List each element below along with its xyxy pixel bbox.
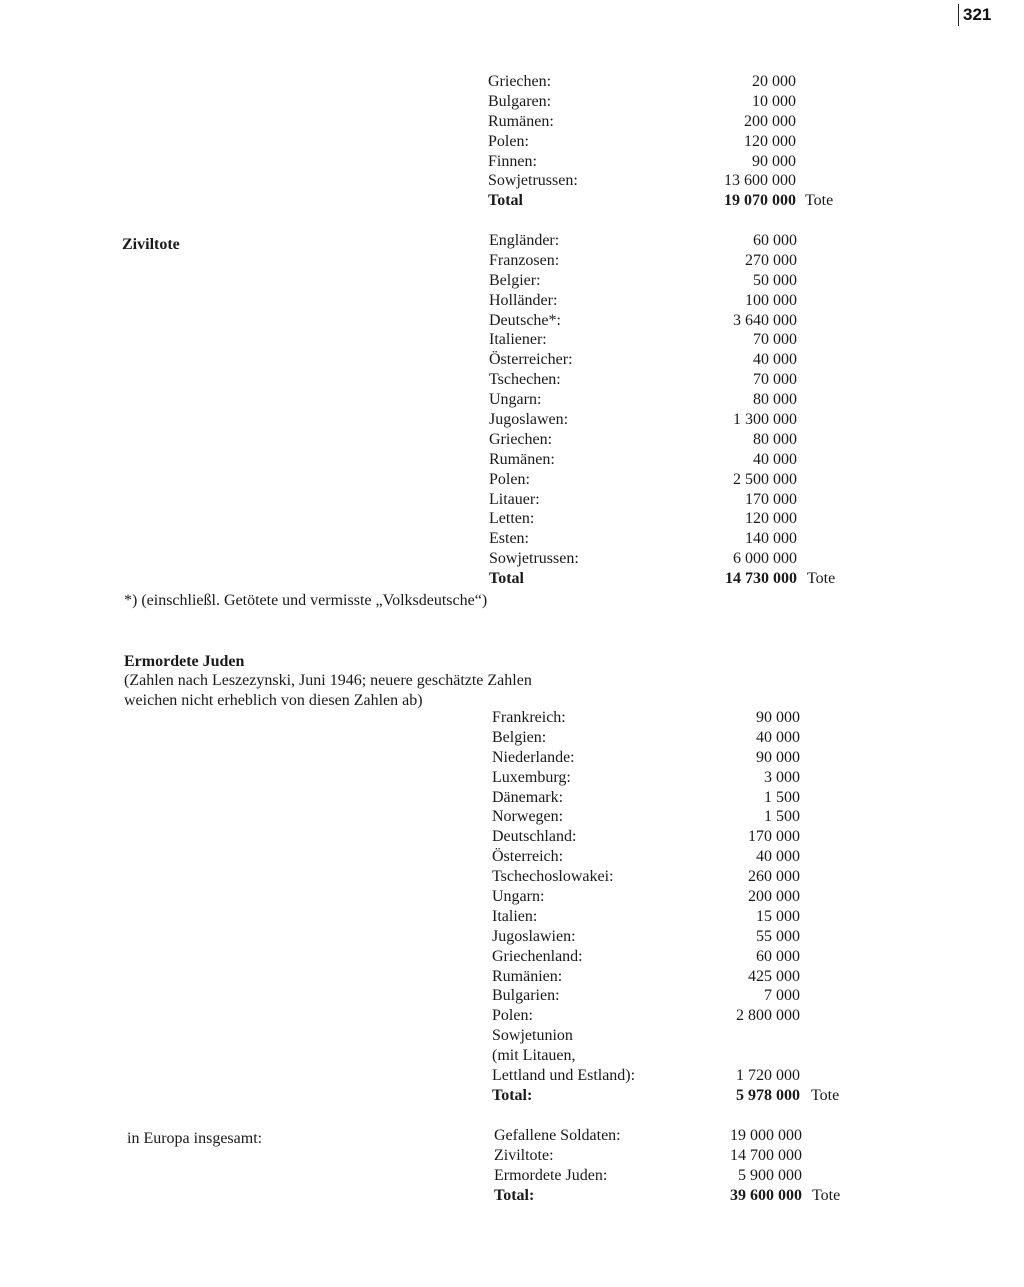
row-label: Gefallene Soldaten: [494, 1127, 621, 1144]
table-row [492, 748, 800, 768]
row-label: Letten: [489, 510, 535, 528]
row-label: Ziviltote: [494, 1146, 554, 1164]
table-row [489, 231, 797, 251]
row-label: Esten: [489, 530, 529, 548]
row-value: 80 000 [753, 391, 797, 409]
row-value: 70 000 [753, 331, 797, 349]
row-value: 200 000 [748, 888, 800, 906]
total-row [489, 569, 797, 589]
row-label: Österreich: [492, 848, 564, 866]
row-label: Belgier: [489, 271, 541, 289]
row-value: 40 000 [756, 728, 800, 746]
row-label: Rumänen: [488, 112, 554, 130]
europe-heading: in Europa insgesamt: [127, 1130, 263, 1147]
row-label: Polen: [492, 1007, 533, 1025]
row-label: Frankreich: [492, 709, 566, 726]
row-value: 140 000 [745, 530, 797, 548]
row-label: Jugoslawien: [492, 927, 576, 945]
total-row [494, 1186, 802, 1206]
table-row [492, 847, 800, 867]
row-value: 120 000 [745, 510, 797, 528]
row-label: Tschechoslowakei: [492, 868, 614, 886]
row-value: 14 700 000 [730, 1146, 802, 1164]
row-label: Belgien: [492, 728, 547, 746]
row-value: 1 300 000 [733, 411, 797, 429]
row-label: Bulgaren: [488, 92, 552, 110]
row-label: Griechen: [488, 73, 552, 90]
row-value: 425 000 [748, 967, 800, 985]
table-row [492, 788, 800, 808]
table-row [489, 549, 797, 569]
row-value: 10 000 [752, 92, 796, 110]
table-row [489, 509, 797, 529]
row-label: Norwegen: [492, 808, 564, 826]
table-row [494, 1146, 802, 1166]
row-value: 3 000 [764, 768, 800, 786]
row-value: 60 000 [753, 232, 797, 249]
jews-total-unit: Tote [811, 1087, 840, 1104]
row-value: 260 000 [748, 868, 800, 886]
table-row [489, 271, 797, 291]
table-row [492, 947, 800, 967]
row-label: Niederlande: [492, 748, 575, 766]
table-row [489, 330, 797, 350]
jews-table [492, 708, 800, 1106]
table-row [489, 291, 797, 311]
row-label: Italien: [492, 907, 538, 925]
row-label: Engländer: [489, 232, 560, 249]
row-value: 2 500 000 [733, 470, 797, 488]
europe-table [494, 1126, 802, 1206]
row-value: 270 000 [745, 251, 797, 269]
total-value: 19 070 000 [724, 192, 796, 210]
row-label: Lettland und Estland): [492, 1067, 636, 1085]
row-value: 200 000 [744, 112, 796, 130]
row-label: Dänemark: [492, 788, 564, 806]
total-value: 5 978 000 [736, 1086, 800, 1104]
row-value: 55 000 [756, 927, 800, 945]
table-row [489, 350, 797, 370]
row-value: 40 000 [753, 450, 797, 468]
table-row [492, 1046, 800, 1066]
table-row [492, 728, 800, 748]
table-row [489, 390, 797, 410]
table-row [492, 986, 800, 1006]
jews-subtitle-line2: weichen nicht erheblich von diesen Zahlen ab) [124, 692, 423, 709]
table-row [492, 867, 800, 887]
row-value: 6 000 000 [733, 550, 797, 568]
row-value: 3 640 000 [733, 311, 797, 329]
row-label: Franzosen: [489, 251, 560, 269]
table-row [488, 72, 796, 92]
total-value: 39 600 000 [730, 1186, 802, 1204]
table-row [492, 1026, 800, 1046]
table-row [489, 251, 797, 271]
civilians-table [489, 231, 797, 589]
civilians-heading: Ziviltote [122, 236, 180, 253]
row-value: 7 000 [764, 987, 800, 1005]
row-label: Deutsche*: [489, 311, 561, 329]
table-row [489, 490, 797, 510]
row-label: Rumänen: [489, 450, 555, 468]
row-value: 50 000 [753, 271, 797, 289]
row-value: 70 000 [753, 371, 797, 389]
table-row [492, 807, 800, 827]
total-label: Total: [494, 1186, 535, 1204]
row-label: Jugoslawen: [489, 411, 569, 429]
soldiers-total-unit: Tote [805, 192, 834, 210]
row-value: 1 500 [764, 808, 800, 826]
jews-subtitle-line1: (Zahlen nach Leszezynski, Juni 1946; neuere geschätzte Zahlen [124, 672, 532, 689]
row-label: Ungarn: [492, 888, 545, 906]
table-row [489, 311, 797, 331]
table-row [489, 529, 797, 549]
row-label: (mit Litauen, [492, 1047, 576, 1065]
table-row [492, 768, 800, 788]
row-value: 1 720 000 [736, 1067, 800, 1085]
table-row [492, 887, 800, 907]
table-row [492, 927, 800, 947]
row-value: 2 800 000 [736, 1007, 800, 1025]
table-row [492, 708, 800, 728]
table-row [488, 112, 796, 132]
row-value: 170 000 [748, 828, 800, 846]
table-row [489, 470, 797, 490]
table-row [488, 132, 796, 152]
row-label: Luxemburg: [492, 768, 571, 786]
total-label: Total [488, 192, 523, 210]
row-label: Litauer: [489, 490, 540, 508]
row-value: 15 000 [756, 907, 800, 925]
row-value: 5 900 000 [738, 1166, 802, 1184]
row-label: Polen: [489, 470, 530, 488]
row-label: Holländer: [489, 291, 558, 309]
table-row [492, 967, 800, 987]
europe-total-unit: Tote [812, 1186, 841, 1204]
row-label: Rumänien: [492, 967, 563, 985]
civilians-footnote: *) (einschließl. Getötete und vermisste „Volksdeutsche“) [124, 592, 488, 609]
total-value: 14 730 000 [725, 570, 797, 588]
row-label: Finnen: [488, 152, 537, 170]
total-row [492, 1086, 800, 1106]
row-value: 40 000 [753, 351, 797, 369]
row-value: 100 000 [745, 291, 797, 309]
row-label: Sowjetrussen: [489, 550, 579, 568]
row-label: Ungarn: [489, 391, 542, 409]
row-value: 19 000 000 [730, 1127, 802, 1144]
table-row [489, 410, 797, 430]
table-row [494, 1166, 802, 1186]
row-value: 90 000 [756, 709, 800, 726]
row-label: Österreicher: [489, 351, 573, 369]
row-value: 13 600 000 [724, 172, 796, 190]
row-label: Sowjetrussen: [488, 172, 578, 190]
row-value: 40 000 [756, 848, 800, 866]
row-value: 20 000 [752, 73, 796, 90]
table-row [494, 1126, 802, 1146]
row-value: 90 000 [756, 748, 800, 766]
row-label: Polen: [488, 132, 529, 150]
jews-heading: Ermordete Juden [124, 653, 245, 670]
row-label: Sowjetunion [492, 1027, 573, 1045]
table-row [488, 152, 796, 172]
row-value: 170 000 [745, 490, 797, 508]
table-row [492, 1006, 800, 1026]
civilians-total-unit: Tote [807, 570, 836, 588]
row-label: Griechen: [489, 430, 553, 448]
row-label: Bulgarien: [492, 987, 560, 1005]
page-number: 321 [958, 4, 991, 26]
table-row [492, 1066, 800, 1086]
total-label: Total [489, 570, 524, 588]
row-value: 1 500 [764, 788, 800, 806]
row-value: 60 000 [756, 947, 800, 965]
table-row [489, 430, 797, 450]
row-label: Italiener: [489, 331, 547, 349]
soldiers-table [488, 72, 796, 211]
total-label: Total: [492, 1086, 533, 1104]
table-row [488, 92, 796, 112]
row-value: 80 000 [753, 430, 797, 448]
row-label: Griechenland: [492, 947, 583, 965]
table-row [489, 370, 797, 390]
total-row [488, 191, 796, 211]
table-row [489, 450, 797, 470]
table-row [492, 827, 800, 847]
row-label: Tschechen: [489, 371, 561, 389]
row-value: 90 000 [752, 152, 796, 170]
row-label: Ermordete Juden: [494, 1166, 608, 1184]
row-value: 120 000 [744, 132, 796, 150]
table-row [488, 171, 796, 191]
row-label: Deutschland: [492, 828, 577, 846]
table-row [492, 907, 800, 927]
